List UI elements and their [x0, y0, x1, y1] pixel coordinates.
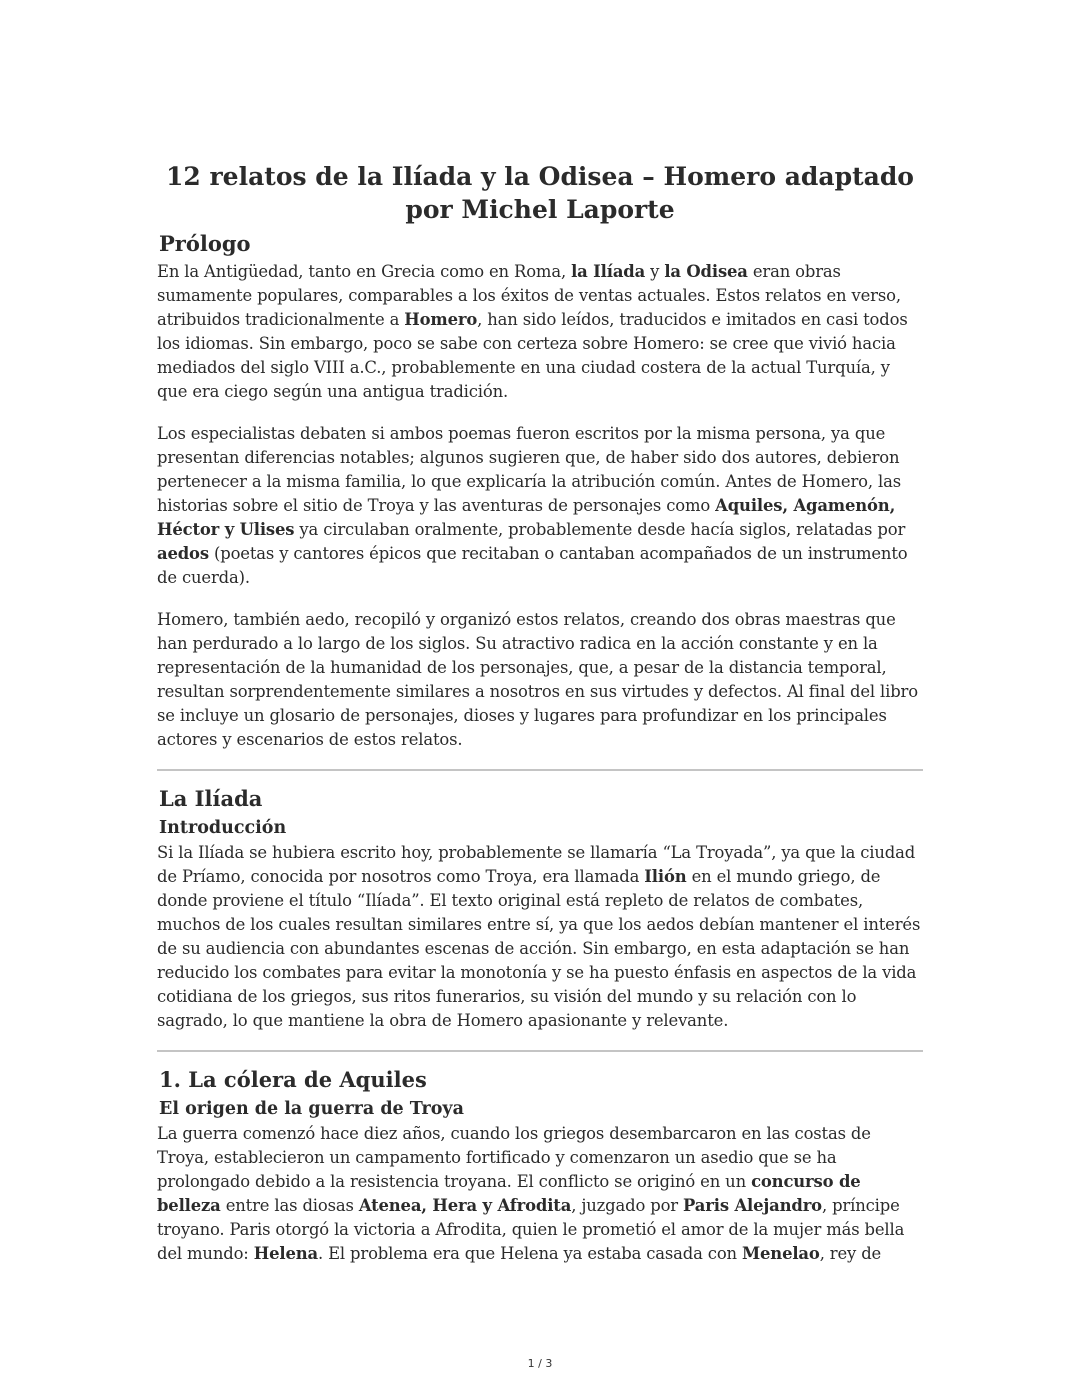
- bold-term: aedos: [157, 544, 209, 563]
- text-run: (poetas y cantores épicos que recitaban o cantaban acompañados de un instrumento de cuerda).: [157, 544, 908, 587]
- prologue-paragraph-2: [157, 422, 923, 590]
- prologue-heading: Prólogo: [159, 231, 251, 256]
- text-run: Los especialistas debaten si ambos poemas fueron escritos por la misma persona, ya que presentan diferencias notables; algunos sugieren que, de haber sido dos autores, debieron pertenecer a la misma familia, lo que explicaría la atribución común. Antes de Homero, las historias sobre el sitio de Troya y las aventuras de personajes como: [157, 424, 901, 515]
- text-run: , rey de: [819, 1244, 882, 1263]
- text-run: , juzgado por: [571, 1196, 684, 1215]
- bold-term: Homero: [404, 310, 478, 329]
- chapter1-subheading: El origen de la guerra de Troya: [159, 1099, 464, 1119]
- text-run: y: [645, 262, 665, 281]
- text-run: ya circulaban oralmente, probablemente desde hacía siglos, relatadas por: [294, 520, 906, 539]
- text-run: Si la Ilíada se hubiera escrito hoy, probablemente se llamaría “La Troyada”, ya que la ciudad de Príamo, conocida por nosotros como Troya, era llamada: [157, 843, 916, 886]
- bold-term: Aquiles, Agamenón, Héctor y Ulises: [157, 496, 896, 539]
- bold-term: la Odisea: [664, 262, 748, 281]
- text-run: entre las diosas: [220, 1196, 359, 1215]
- bold-term: Paris Alejandro: [683, 1196, 822, 1215]
- page-number: 1 / 3: [527, 1357, 553, 1370]
- iliad-subheading: Introducción: [159, 818, 287, 838]
- chapter1-heading: 1. La cólera de Aquiles: [159, 1067, 427, 1092]
- document-title: 12 relatos de la Ilíada y la Odisea – Homero adaptado por Michel Laporte: [166, 162, 914, 224]
- text-run: en el mundo griego, de donde proviene el título “Ilíada”. El texto original está repleto de relatos de combates, muchos de los cuales resultan similares entre sí, ya que los aedos debían mantener el interés de su audiencia con abundantes escenas de acción. Sin embargo, en esta adaptación se han reducido los combates para evitar la monotonía y se ha puesto énfasis en aspectos de la vida cotidiana de los griegos, sus ritos funerarios, su visión del mundo y su relación con lo sagrado, lo que mantiene la obra de Homero apasionante y relevante.: [157, 867, 921, 1030]
- bold-term: Helena: [253, 1244, 318, 1263]
- bold-term: concurso de belleza: [157, 1172, 861, 1215]
- section-divider: [157, 769, 923, 771]
- iliad-paragraph-1: [157, 841, 923, 1033]
- prologue-paragraph-1: [157, 260, 923, 404]
- bold-term: Ilión: [644, 867, 687, 886]
- bold-term: la Ilíada: [571, 262, 646, 281]
- section-divider: [157, 1050, 923, 1052]
- text-run: , han sido leídos, traducidos e imitados en casi todos los idiomas. Sin embargo, poco se sabe con certeza sobre Homero: se cree que vivió hacia mediados del siglo VIII a.C., probablemente en una ciudad costera de la actual Turquía, y que era ciego según una antigua tradición.: [157, 310, 908, 401]
- text-run: La guerra comenzó hace diez años, cuando los griegos desembarcaron en las costas de Troya, establecieron un campamento fortificado y comenzaron un asedio que se ha prolongado debido a la resistencia troyana. El conflicto se originó en un: [157, 1124, 871, 1191]
- chapter1-paragraph-1: [157, 1122, 923, 1266]
- text-run: Homero, también aedo, recopiló y organizó estos relatos, creando dos obras maestras que han perdurado a lo largo de los siglos. Su atractivo radica en la acción constante y en la representación de la humanidad de los personajes, que, a pesar de la distancia temporal, resultan sorprendentemente similares a nosotros en sus virtudes y defectos. Al final del libro se incluye un glosario de personajes, dioses y lugares para profundizar en los principales actores y escenarios de estos relatos.: [157, 610, 918, 749]
- bold-term: Menelao: [742, 1244, 820, 1263]
- text-run: . El problema era que Helena ya estaba casada con: [317, 1244, 743, 1263]
- iliad-heading: La Ilíada: [159, 786, 263, 811]
- text-run: , príncipe troyano. Paris otorgó la victoria a Afrodita, quien le prometió el amor de la mujer más bella del mundo:: [157, 1196, 905, 1263]
- text-run: En la Antigüedad, tanto en Grecia como en Roma,: [157, 262, 572, 281]
- document-page: [157, 160, 923, 1266]
- bold-term: Atenea, Hera y Afrodita: [358, 1196, 572, 1215]
- text-run: eran obras sumamente populares, comparables a los éxitos de ventas actuales. Estos relatos en verso, atribuidos tradicionalmente a: [157, 262, 901, 329]
- prologue-paragraph-3: [157, 608, 923, 752]
